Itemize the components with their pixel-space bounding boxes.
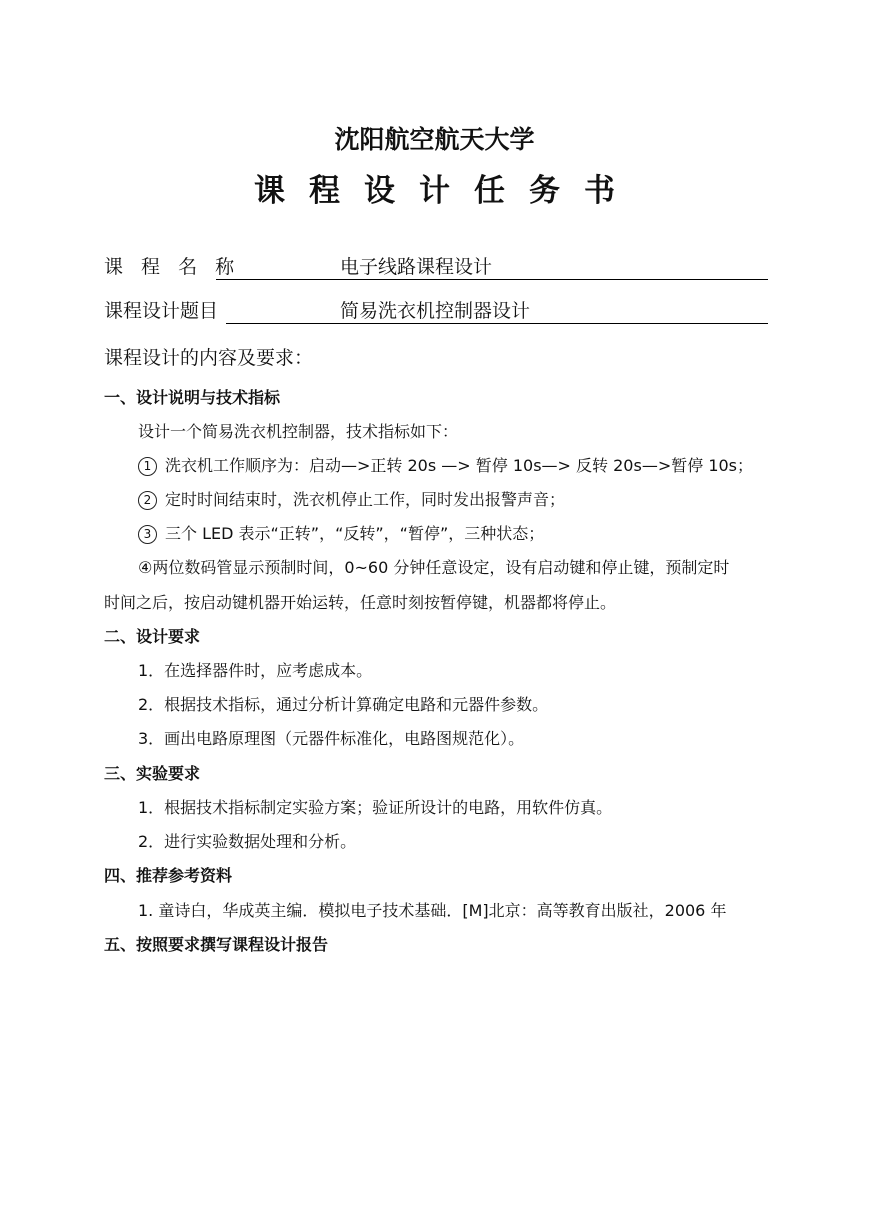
section5-heading: 五、按照要求撰写课程设计报告	[104, 935, 329, 954]
spec-item-text: 三个 LED 表示“正转”，“反转”，“暂停”，三种状态；	[165, 524, 545, 543]
circled-number: 1	[138, 457, 157, 476]
course-topic-field	[104, 296, 768, 326]
course-topic-underline	[226, 323, 768, 324]
experiment-req-item: 1．根据技术指标制定实验方案；验证所设计的电路，用软件仿真。	[138, 798, 613, 817]
circled-number: 3	[138, 525, 157, 544]
spec-item-text: 洗衣机工作顺序为：启动—>正转 20s —> 暂停 10s—> 反转 20s—>暂停 10s；	[165, 456, 754, 475]
course-topic-value: 简易洗衣机控制器设计	[340, 300, 531, 322]
design-req-item: 2．根据技术指标，通过分析计算确定电路和元器件参数。	[138, 695, 549, 714]
experiment-req-item: 2．进行实验数据处理和分析。	[138, 832, 357, 851]
spec-item-text: 定时时间结束时，洗衣机停止工作，同时发出报警声音；	[165, 490, 566, 509]
course-name-underline	[216, 279, 768, 280]
section1-intro: 设计一个简易洗衣机控制器，技术指标如下：	[138, 422, 459, 441]
spec-item-1	[138, 453, 753, 476]
document-title: 课程设计任务书	[254, 173, 639, 209]
spec-item-2	[138, 487, 565, 510]
design-req-item: 3．画出电路原理图（元器件标准化，电路图规范化）。	[138, 729, 525, 748]
course-topic-label: 课程设计题目	[104, 300, 219, 322]
section4-heading: 四、推荐参考资料	[104, 866, 233, 885]
university-name: 沈阳航空航天大学	[334, 125, 535, 154]
reference-item: 1. 童诗白，华成英主编．模拟电子技术基础．[M]北京：高等教育出版社，2006 年	[138, 901, 727, 920]
spec-item-4-line2: 时间之后，按启动键机器开始运转，任意时刻按暂停键，机器都将停止。	[104, 593, 617, 612]
course-name-label: 课 程 名 称	[104, 256, 241, 278]
course-name-value: 电子线路课程设计	[340, 256, 493, 278]
course-name-field	[104, 252, 768, 282]
section1-heading: 一、设计说明与技术指标	[104, 388, 281, 407]
section2-heading: 二、设计要求	[104, 627, 201, 646]
circled-number: 2	[138, 491, 157, 510]
design-req-item: 1．在选择器件时，应考虑成本。	[138, 661, 373, 680]
spec-item-3	[138, 521, 544, 544]
spec-item-4-line1: ④两位数码管显示预制时间，0~60 分钟任意设定，设有启动键和停止键，预制定时	[138, 558, 730, 577]
content-heading: 课程设计的内容及要求：	[104, 347, 314, 369]
section3-heading: 三、实验要求	[104, 764, 201, 783]
